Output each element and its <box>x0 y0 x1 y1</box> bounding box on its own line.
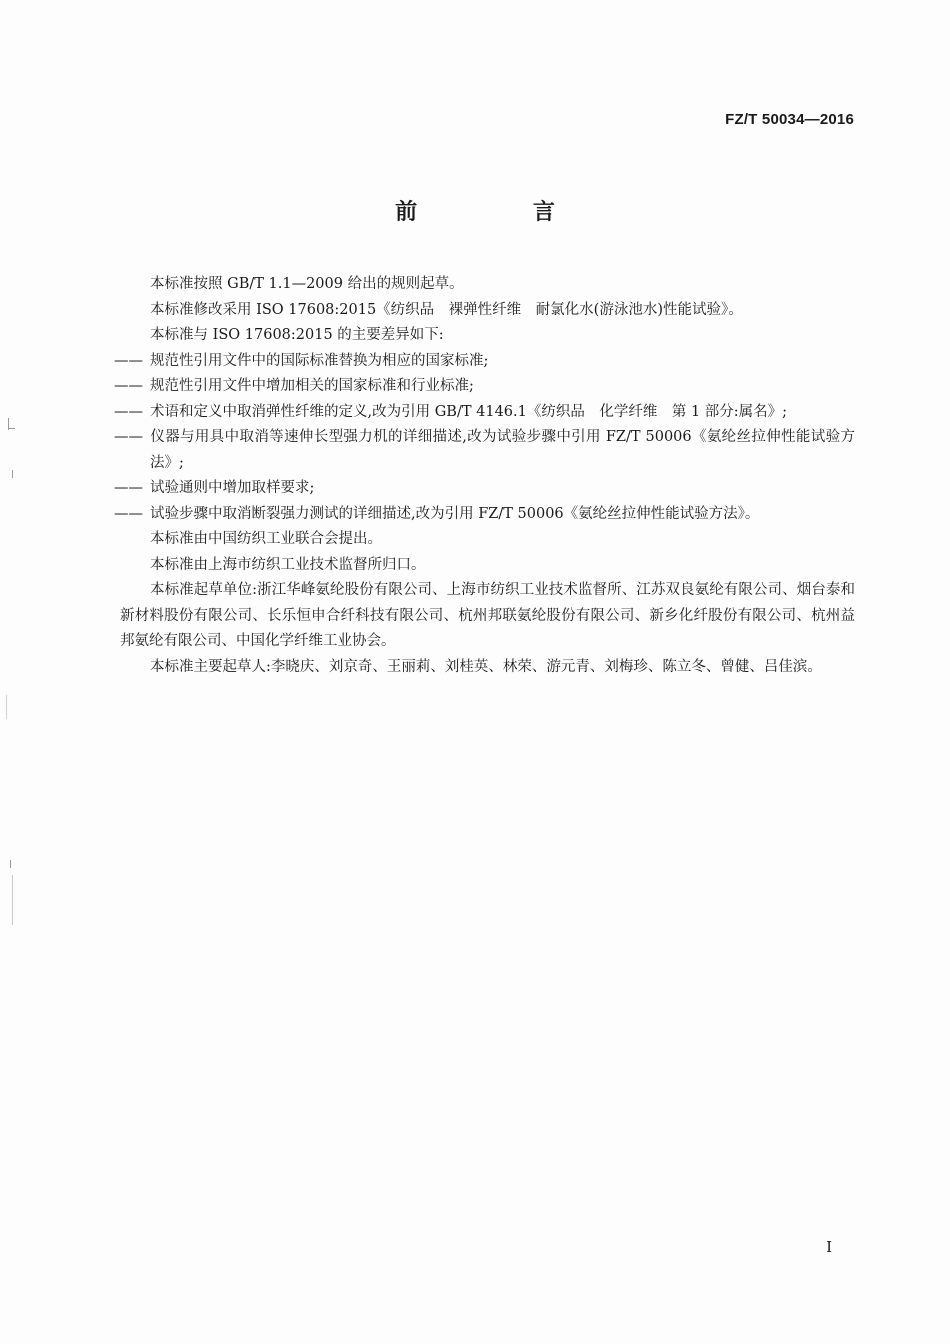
difference-item <box>114 374 855 400</box>
paragraph-adoption: 本标准修改采用 ISO 17608:2015《纺织品 裸弹性纤维 耐氯化水(游泳池水)性能试验》。 <box>150 301 743 318</box>
paragraph-drafting-rules: 本标准按照 GB/T 1.1—2009 给出的规则起草。 <box>150 276 464 292</box>
difference-item <box>114 349 855 375</box>
standard-code: FZ/T 50034—2016 <box>725 111 854 128</box>
scan-mark <box>12 875 13 925</box>
difference-text: 试验步骤中取消断裂强力测试的详细描述,改为引用 FZ/T 50006《氨纶丝拉伸性能试验方法》。 <box>150 505 760 522</box>
difference-text: 规范性引用文件中的国际标准替换为相应的国家标准; <box>150 352 489 369</box>
scan-mark <box>9 428 15 429</box>
foreword-body <box>114 272 855 680</box>
difference-text: 试验通则中增加取样要求; <box>150 480 315 496</box>
dash-marker: —— <box>114 352 143 369</box>
page-number: I <box>826 1238 832 1256</box>
difference-text: 仪器与用具中取消等速伸长型强力机的详细描述,改为试验步骤中引用 FZ/T 50006《氨纶丝拉伸性能试验方法》; <box>150 429 855 471</box>
difference-item <box>114 476 855 502</box>
difference-text: 术语和定义中取消弹性纤维的定义,改为引用 GB/T 4146.1《纺织品 化学纤维 第 1 部分:属名》; <box>150 403 788 420</box>
difference-item <box>114 502 855 528</box>
dash-marker: —— <box>114 505 143 522</box>
dash-marker: —— <box>114 403 143 420</box>
difference-text: 规范性引用文件中增加相关的国家标准和行业标准; <box>150 378 474 394</box>
paragraph-proposed-by: 本标准由中国纺织工业联合会提出。 <box>150 531 382 547</box>
difference-item <box>114 425 855 476</box>
dash-marker: —— <box>114 429 143 445</box>
scan-mark <box>10 860 11 868</box>
paragraph-drafting-units: 本标准起草单位:浙江华峰氨纶股份有限公司、上海市纺织工业技术监督所、江苏双良氨纶有限公司、烟台泰和新材料股份有限公司、长乐恒申合纤科技有限公司、杭州邦联氨纶股份有限公司、新乡化纤股份有限公司、杭州益邦氨纶有限公司、中国化学纤维工业协会。 <box>120 582 855 649</box>
scan-mark <box>12 470 13 478</box>
page-title: 前 言 <box>395 200 609 225</box>
difference-item <box>114 400 855 426</box>
dash-marker: —— <box>114 378 143 394</box>
paragraph-drafters: 本标准主要起草人:李晓庆、刘京奇、王丽莉、刘桂英、林荣、游元青、刘梅珍、陈立冬、曾健、吕佳滨。 <box>150 658 822 675</box>
paragraph-differences-intro: 本标准与 ISO 17608:2015 的主要差异如下: <box>150 327 444 343</box>
paragraph-centralized-by: 本标准由上海市纺织工业技术监督所归口。 <box>150 556 426 573</box>
dash-marker: —— <box>114 480 143 496</box>
scan-mark <box>6 695 7 719</box>
